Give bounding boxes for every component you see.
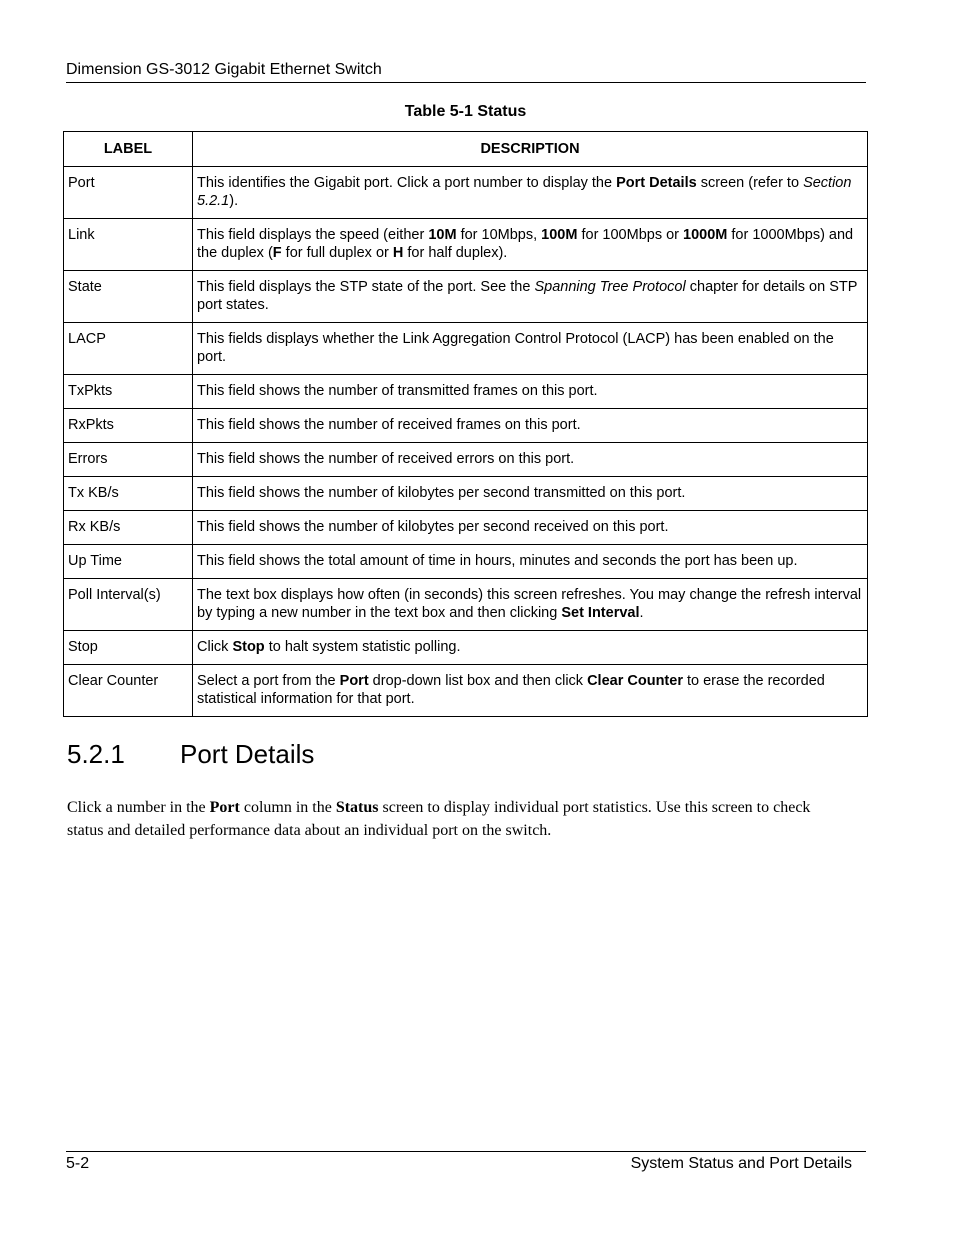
- row-label: Stop: [64, 631, 193, 665]
- row-description: [193, 323, 868, 375]
- text-run: Click a number in the: [67, 799, 210, 816]
- row-description: [193, 375, 868, 409]
- bold-term: 10M: [428, 227, 457, 243]
- bold-term: H: [392, 245, 404, 261]
- table-header-row: [64, 132, 868, 167]
- section-heading: [67, 738, 867, 770]
- row-label: Up Time: [64, 545, 193, 579]
- row-description: [193, 477, 868, 511]
- row-description: [193, 409, 868, 443]
- row-description: [193, 443, 868, 477]
- text-run: for full duplex or: [281, 245, 393, 261]
- row-label: Port: [64, 167, 193, 219]
- table-row: [64, 219, 868, 271]
- chapter-title: System Status and Port Details: [630, 1155, 852, 1172]
- bold-term: Port: [209, 799, 240, 816]
- italic-reference: Section 5.2.1: [197, 175, 852, 209]
- text-run: Select a port from the: [197, 673, 340, 689]
- bold-term: 1000M: [683, 227, 728, 243]
- page-number: 5-2: [66, 1155, 90, 1172]
- row-label: LACP: [64, 323, 193, 375]
- bold-term: Status: [335, 799, 379, 816]
- text-run: Click: [197, 639, 233, 655]
- row-label: Tx KB/s: [64, 477, 193, 511]
- bold-term: 100M: [541, 227, 578, 243]
- text-run: for 10Mbps,: [456, 227, 542, 243]
- bold-term: Port Details: [616, 175, 697, 191]
- table-caption: Table 5-1 Status: [404, 103, 527, 120]
- table-row: [64, 665, 868, 717]
- text-run: .: [639, 605, 644, 621]
- row-description: [193, 511, 868, 545]
- text-run: This field displays the speed (either: [197, 227, 429, 243]
- table-row: [64, 409, 868, 443]
- row-label: Link: [64, 219, 193, 271]
- bold-term: F: [272, 245, 282, 261]
- row-description: [193, 579, 868, 631]
- row-description: [193, 271, 868, 323]
- row-description: [193, 545, 868, 579]
- table-row: [64, 511, 868, 545]
- text-run: This field displays the STP state of the port. See the: [197, 279, 535, 295]
- text-run: to halt system statistic polling.: [264, 639, 461, 655]
- row-label: Poll Interval(s): [64, 579, 193, 631]
- text-run: for 100Mbps or: [577, 227, 684, 243]
- text-run: This field shows the total amount of time in hours, minutes and seconds the port has been up.: [197, 553, 798, 569]
- table-row: [64, 443, 868, 477]
- column-header-label: LABEL: [64, 132, 193, 167]
- body-paragraph: [67, 796, 837, 842]
- row-description: [193, 665, 868, 717]
- table-body: [64, 167, 868, 717]
- table-row: [64, 631, 868, 665]
- bold-term: Port: [339, 673, 369, 689]
- row-label: RxPkts: [64, 409, 193, 443]
- row-label: TxPkts: [64, 375, 193, 409]
- column-header-description: DESCRIPTION: [193, 132, 868, 167]
- row-label: Errors: [64, 443, 193, 477]
- bold-term: Clear Counter: [587, 673, 683, 689]
- section-number: 5.2.1: [67, 739, 125, 769]
- text-run: This field shows the number of kilobytes per second transmitted on this port.: [197, 485, 686, 501]
- text-run: This field shows the number of kilobytes per second received on this port.: [197, 519, 669, 535]
- row-label: State: [64, 271, 193, 323]
- document-title: Dimension GS-3012 Gigabit Ethernet Switch: [66, 61, 382, 78]
- text-run: drop-down list box and then click: [368, 673, 588, 689]
- running-footer: [66, 1151, 866, 1174]
- table-row: [64, 375, 868, 409]
- bold-term: Set Interval: [561, 605, 640, 621]
- table-row: [64, 167, 868, 219]
- text-run: column in the: [239, 799, 336, 816]
- text-run: for 1000Mbps) and the duplex (: [197, 227, 854, 261]
- table-row: [64, 579, 868, 631]
- bold-term: Stop: [232, 639, 265, 655]
- text-run: This field shows the number of received errors on this port.: [197, 451, 575, 467]
- table-row: [64, 323, 868, 375]
- text-run: for half duplex).: [403, 245, 508, 261]
- table-row: [64, 545, 868, 579]
- row-description: [193, 167, 868, 219]
- text-run: screen (refer to: [696, 175, 804, 191]
- status-table: [63, 131, 868, 717]
- row-description: [193, 219, 868, 271]
- table-row: [64, 477, 868, 511]
- text-run: The text box displays how often (in seconds) this screen refreshes. You may change the refresh interval by typing a new number in the text box and then clicking: [197, 587, 862, 621]
- text-run: This identifies the Gigabit port. Click a port number to display the: [197, 175, 617, 191]
- text-run: screen to display individual port statistics. Use this screen to check status and detailed performance data about an individual port on the switch.: [67, 799, 811, 839]
- section-title: Port Details: [180, 739, 315, 769]
- italic-reference: Spanning Tree Protocol: [534, 279, 686, 295]
- text-run: This field shows the number of transmitted frames on this port.: [197, 383, 598, 399]
- row-label: Clear Counter: [64, 665, 193, 717]
- text-run: to erase the recorded statistical information for that port.: [197, 673, 825, 707]
- running-header: [66, 60, 866, 83]
- table-row: [64, 271, 868, 323]
- text-run: ).: [229, 193, 239, 209]
- row-description: [193, 631, 868, 665]
- row-label: Rx KB/s: [64, 511, 193, 545]
- text-run: This field shows the number of received frames on this port.: [197, 417, 581, 433]
- text-run: This fields displays whether the Link Aggregation Control Protocol (LACP) has been enabled on the port.: [197, 331, 834, 365]
- text-run: chapter for details on STP port states.: [197, 279, 858, 313]
